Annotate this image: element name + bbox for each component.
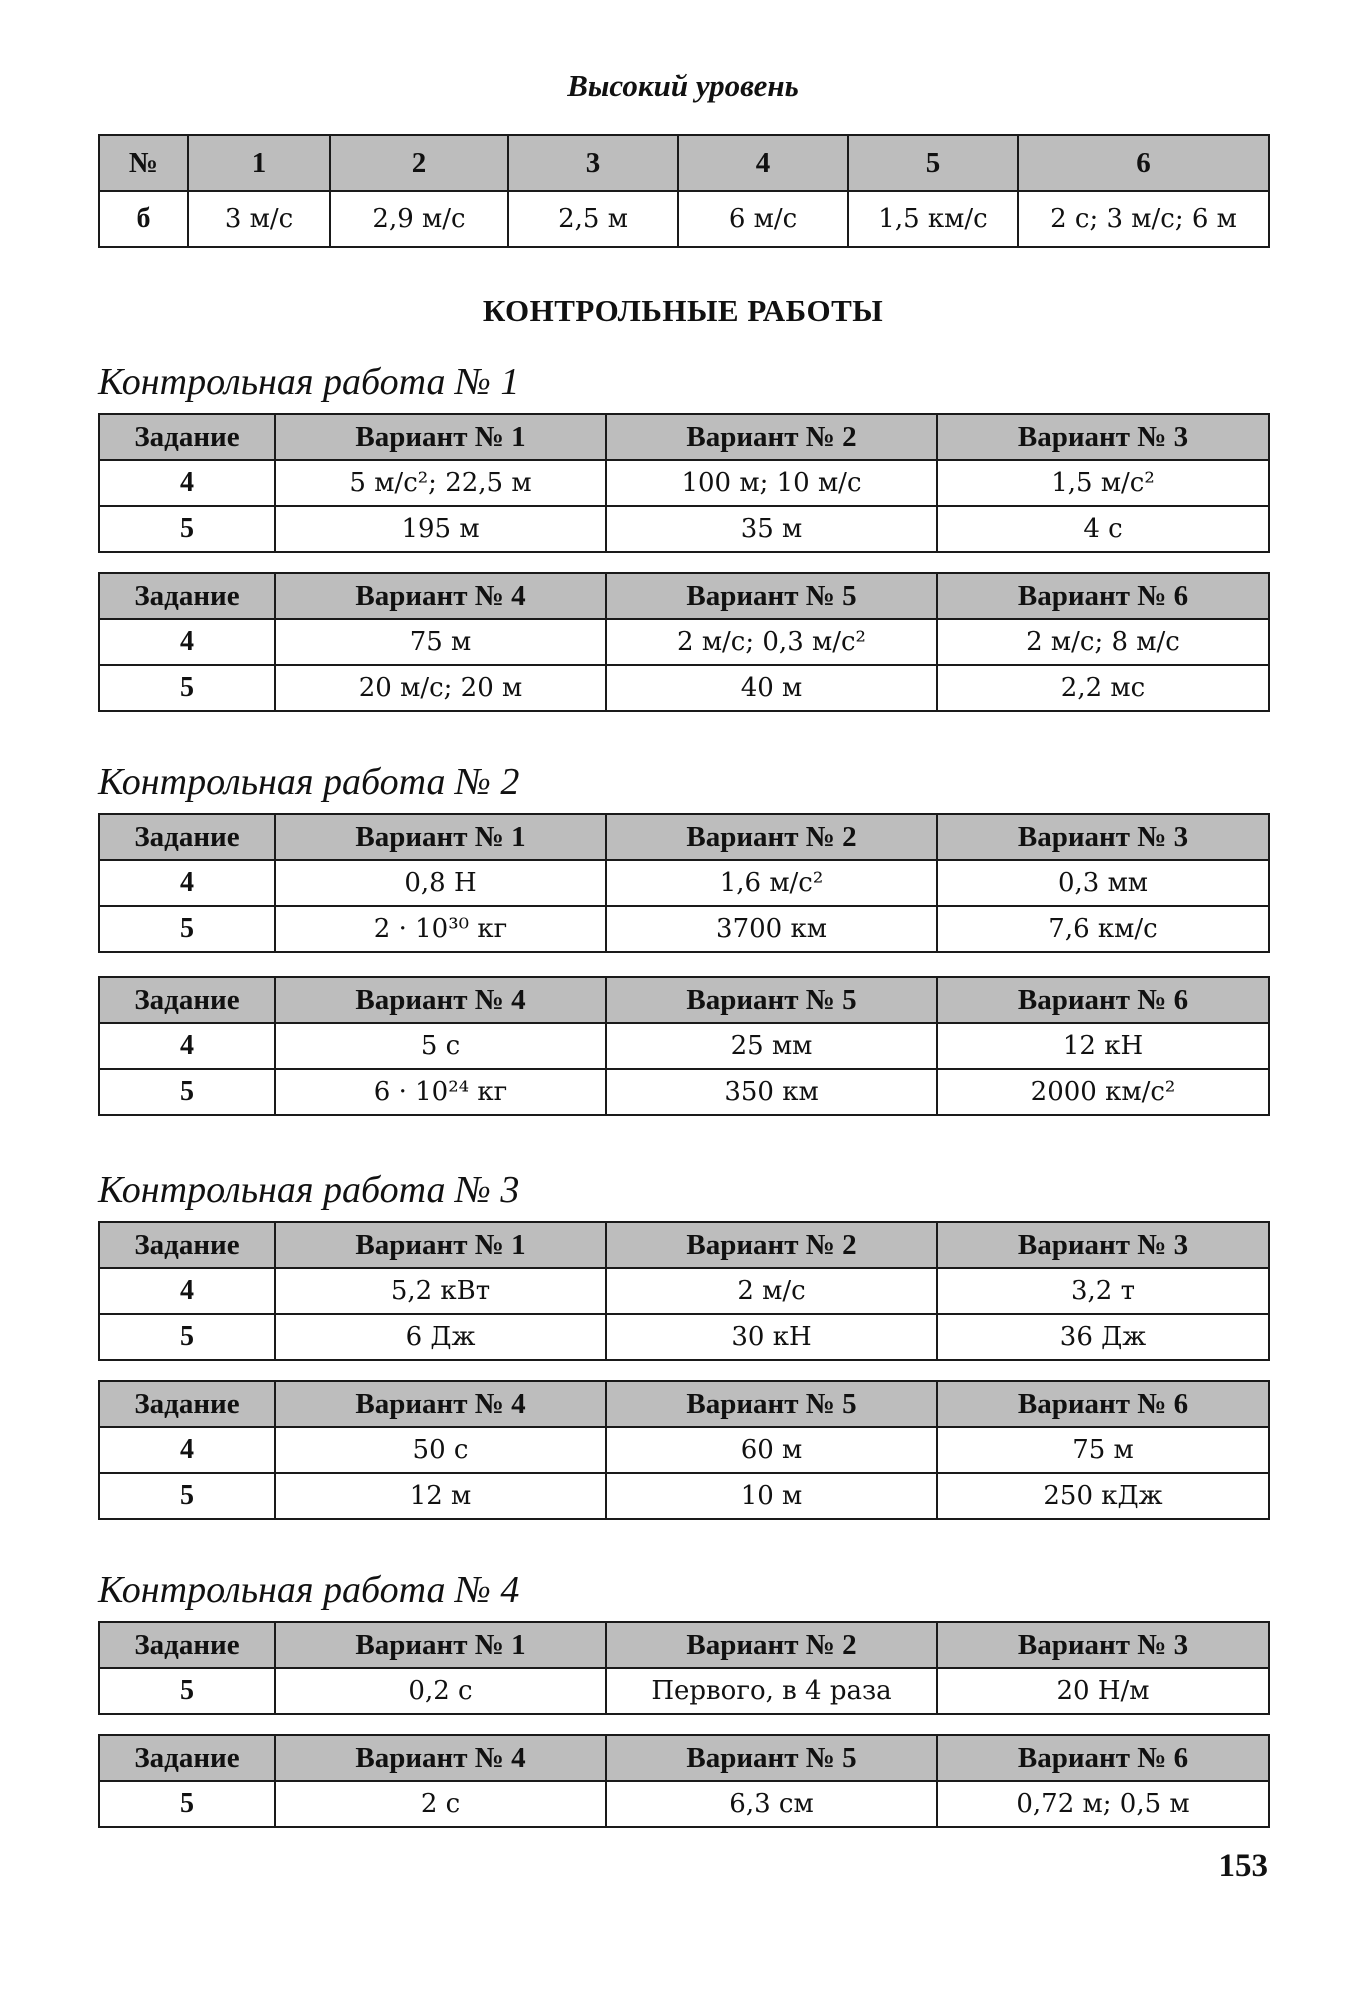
column-header: 2 [330, 135, 508, 191]
table-cell: б [99, 191, 188, 247]
task-cell: 5 [99, 1314, 275, 1360]
task-cell: 4 [99, 1427, 275, 1473]
column-header: 4 [678, 135, 848, 191]
task-cell: 4 [99, 860, 275, 906]
table-cell: 30 кН [606, 1314, 937, 1360]
table-row [99, 1668, 1269, 1714]
table-header-row [99, 573, 1269, 619]
table-cell: 0,72 м; 0,5 м [937, 1781, 1269, 1827]
test-1-table-variants-1-3 [98, 413, 1270, 553]
table-cell: 75 м [275, 619, 606, 665]
table-row [99, 1023, 1269, 1069]
table-cell: 20 Н/м [937, 1668, 1269, 1714]
table-row [99, 1069, 1269, 1115]
table-cell: 3,2 т [937, 1268, 1269, 1314]
table-row [99, 1427, 1269, 1473]
table-header-row [99, 814, 1269, 860]
column-header: Вариант № 4 [275, 573, 606, 619]
table-cell: 2,5 м [508, 191, 678, 247]
table-cell: 12 кН [937, 1023, 1269, 1069]
table-row [99, 460, 1269, 506]
table-row [99, 906, 1269, 952]
table-cell: 1,5 м/с² [937, 460, 1269, 506]
page-number: 153 [1218, 1848, 1268, 1884]
test-2-table-variants-4-6 [98, 976, 1270, 1116]
task-cell: 4 [99, 1023, 275, 1069]
task-cell: 5 [99, 1668, 275, 1714]
table-cell: 25 мм [606, 1023, 937, 1069]
table-row [99, 1473, 1269, 1519]
task-cell: 5 [99, 906, 275, 952]
table-header-row [99, 414, 1269, 460]
column-header: Задание [99, 1735, 275, 1781]
table-header-row [99, 977, 1269, 1023]
table-header-row [99, 1381, 1269, 1427]
column-header: Вариант № 2 [606, 1622, 937, 1668]
table-cell: Первого, в 4 раза [606, 1668, 937, 1714]
column-header: Вариант № 4 [275, 1735, 606, 1781]
table-cell: 1,5 км/с [848, 191, 1018, 247]
table-header-row [99, 1735, 1269, 1781]
table-cell: 2 с; 3 м/с; 6 м [1018, 191, 1269, 247]
table-cell: 4 с [937, 506, 1269, 552]
column-header: Вариант № 4 [275, 1381, 606, 1427]
task-cell: 4 [99, 460, 275, 506]
column-header: Вариант № 3 [937, 1222, 1269, 1268]
test-3-table-variants-4-6 [98, 1380, 1270, 1520]
table-cell: 2 м/с; 8 м/с [937, 619, 1269, 665]
table-cell: 5,2 кВт [275, 1268, 606, 1314]
column-header: Задание [99, 977, 275, 1023]
test-1-table-variants-4-6 [98, 572, 1270, 712]
column-header: 3 [508, 135, 678, 191]
task-cell: 5 [99, 506, 275, 552]
table-cell: 5 м/с²; 22,5 м [275, 460, 606, 506]
table-row [99, 1268, 1269, 1314]
table-row [99, 1314, 1269, 1360]
column-header: Задание [99, 1381, 275, 1427]
table-cell: 3 м/с [188, 191, 330, 247]
column-header: Вариант № 4 [275, 977, 606, 1023]
task-cell: 5 [99, 1473, 275, 1519]
test-3-title: Контрольная работа № 3 [98, 1169, 520, 1211]
task-cell: 4 [99, 619, 275, 665]
column-header: № [99, 135, 188, 191]
column-header: Вариант № 6 [937, 573, 1269, 619]
table-cell: 10 м [606, 1473, 937, 1519]
table-cell: 75 м [937, 1427, 1269, 1473]
high-level-answers-table [98, 134, 1270, 248]
column-header: Вариант № 1 [275, 1622, 606, 1668]
column-header: 5 [848, 135, 1018, 191]
table-cell: 12 м [275, 1473, 606, 1519]
column-header: Вариант № 5 [606, 1381, 937, 1427]
table-cell: 2000 км/с² [937, 1069, 1269, 1115]
column-header: Вариант № 5 [606, 573, 937, 619]
table-cell: 60 м [606, 1427, 937, 1473]
column-header: Задание [99, 1222, 275, 1268]
column-header: Вариант № 3 [937, 814, 1269, 860]
table-cell: 2 м/с; 0,3 м/с² [606, 619, 937, 665]
table-cell: 2 с [275, 1781, 606, 1827]
table-cell: 6 · 10²⁴ кг [275, 1069, 606, 1115]
task-cell: 5 [99, 1781, 275, 1827]
column-header: Вариант № 6 [937, 1381, 1269, 1427]
table-cell: 195 м [275, 506, 606, 552]
column-header: Вариант № 1 [275, 814, 606, 860]
task-cell: 4 [99, 1268, 275, 1314]
column-header: Вариант № 1 [275, 1222, 606, 1268]
table-cell: 0,2 с [275, 1668, 606, 1714]
column-header: Вариант № 2 [606, 414, 937, 460]
table-cell: 1,6 м/с² [606, 860, 937, 906]
column-header: Задание [99, 1622, 275, 1668]
section-title: КОНТРОЛЬНЫЕ РАБОТЫ [482, 293, 884, 328]
table-cell: 6 м/с [678, 191, 848, 247]
table-cell: 0,3 мм [937, 860, 1269, 906]
test-4-table-variants-4-6 [98, 1734, 1270, 1828]
table-cell: 100 м; 10 м/с [606, 460, 937, 506]
table-cell: 6 Дж [275, 1314, 606, 1360]
level-title: Высокий уровень [567, 68, 799, 103]
task-cell: 5 [99, 1069, 275, 1115]
table-cell: 3700 км [606, 906, 937, 952]
test-4-table-variants-1-3 [98, 1621, 1270, 1715]
test-2-table-variants-1-3 [98, 813, 1270, 953]
table-row [99, 619, 1269, 665]
test-1-title: Контрольная работа № 1 [98, 361, 520, 403]
column-header: Вариант № 5 [606, 1735, 937, 1781]
table-row [99, 665, 1269, 711]
table-cell: 2 · 10³⁰ кг [275, 906, 606, 952]
table-cell: 50 с [275, 1427, 606, 1473]
test-3-table-variants-1-3 [98, 1221, 1270, 1361]
column-header: 1 [188, 135, 330, 191]
table-cell: 7,6 км/с [937, 906, 1269, 952]
test-2-title: Контрольная работа № 2 [98, 761, 520, 803]
table-row [99, 191, 1269, 247]
table-cell: 250 кДж [937, 1473, 1269, 1519]
table-cell: 6,3 см [606, 1781, 937, 1827]
table-cell: 2,9 м/с [330, 191, 508, 247]
column-header: Вариант № 3 [937, 414, 1269, 460]
table-header-row [99, 1222, 1269, 1268]
table-cell: 20 м/с; 20 м [275, 665, 606, 711]
column-header: Вариант № 6 [937, 977, 1269, 1023]
table-cell: 0,8 Н [275, 860, 606, 906]
column-header: Задание [99, 414, 275, 460]
table-row [99, 1781, 1269, 1827]
table-cell: 5 с [275, 1023, 606, 1069]
column-header: 6 [1018, 135, 1269, 191]
table-header-row [99, 1622, 1269, 1668]
column-header: Вариант № 1 [275, 414, 606, 460]
table-cell: 36 Дж [937, 1314, 1269, 1360]
table-cell: 2 м/с [606, 1268, 937, 1314]
table-row [99, 860, 1269, 906]
column-header: Вариант № 3 [937, 1622, 1269, 1668]
column-header: Задание [99, 814, 275, 860]
column-header: Вариант № 6 [937, 1735, 1269, 1781]
table-row [99, 506, 1269, 552]
column-header: Вариант № 2 [606, 814, 937, 860]
table-cell: 350 км [606, 1069, 937, 1115]
column-header: Задание [99, 573, 275, 619]
table-cell: 2,2 мс [937, 665, 1269, 711]
table-header-row [99, 135, 1269, 191]
column-header: Вариант № 2 [606, 1222, 937, 1268]
table-cell: 35 м [606, 506, 937, 552]
task-cell: 5 [99, 665, 275, 711]
test-4-title: Контрольная работа № 4 [98, 1569, 520, 1611]
table-cell: 40 м [606, 665, 937, 711]
column-header: Вариант № 5 [606, 977, 937, 1023]
